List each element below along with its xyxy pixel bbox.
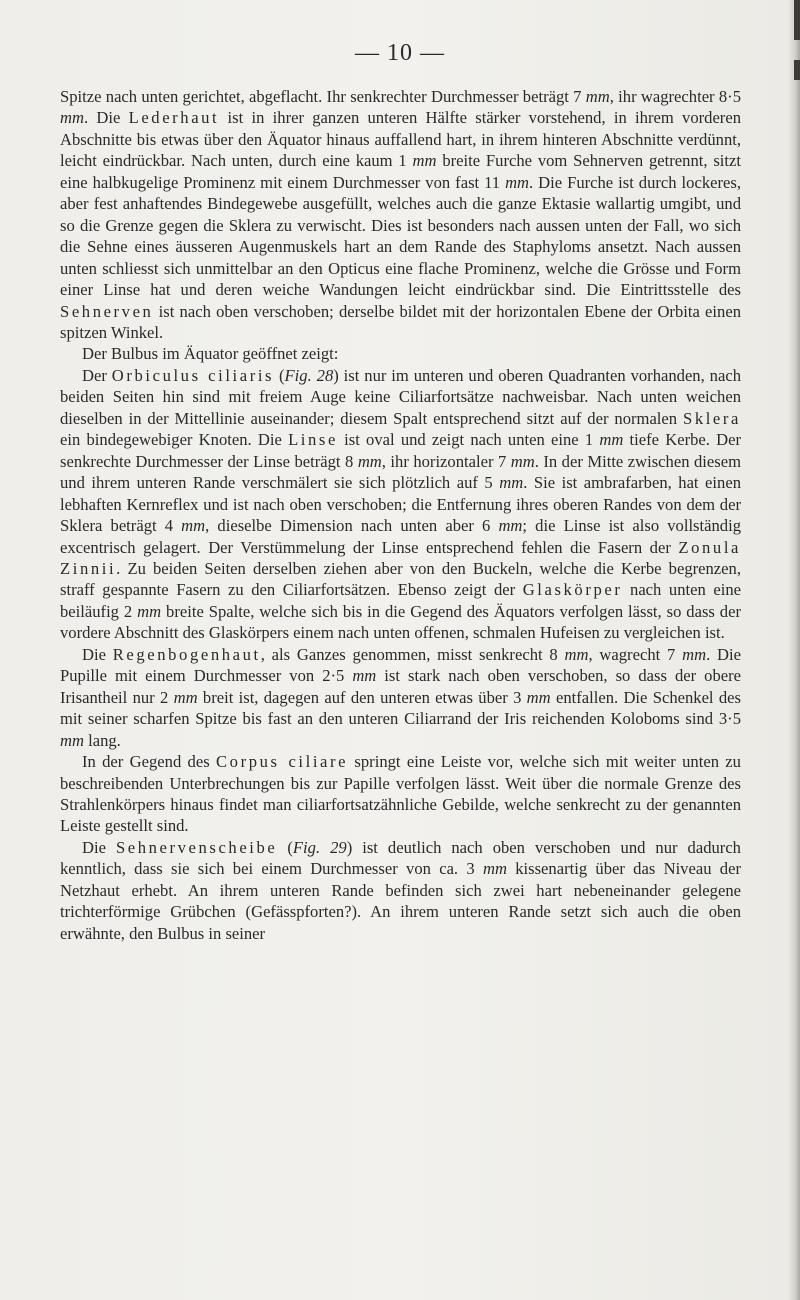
- spaced-term: Lederhaut: [128, 108, 220, 128]
- spaced-term: Zonula Zinnii: [60, 537, 741, 578]
- text-run: . Sie ist ambrafarben, hat einen lebhaften Kernreflex und ist nach oben verschoben; die Entfernung ihres oberen Randes von dem der Sklera beträgt 4: [60, 473, 741, 536]
- page-number: — 10 —: [355, 40, 445, 66]
- italic-text: mm: [585, 87, 610, 106]
- text-run: Der Bulbus im Äquator geöffnet zeigt:: [82, 344, 339, 364]
- paragraph: [60, 343, 741, 364]
- italic-text: mm: [181, 516, 206, 536]
- text-run: Die: [82, 837, 116, 857]
- paragraph: [60, 837, 741, 944]
- page-edge-mark: [794, 60, 800, 80]
- paragraph: [60, 365, 741, 644]
- italic-text: mm: [60, 108, 84, 128]
- italic-text: mm: [173, 687, 198, 707]
- text-run: (: [274, 365, 285, 385]
- spaced-term: Glaskörper: [522, 580, 623, 600]
- italic-text: Fig. 28: [284, 365, 334, 385]
- italic-text: mm: [60, 730, 84, 750]
- italic-text: mm: [498, 516, 523, 536]
- text-run: ; die Linse ist also vollständig excentrisch gelagert. Der Verstümmelung der Linse entsprechend fehlen die Fasern der: [60, 516, 741, 557]
- text-run: . Die Furche ist durch lockeres, aber fest anhaftendes Bindegewebe ausgefüllt, welches auch die ganze Ektasie wallartig umgibt, und so die Grenze gegen die Sklera zu verwischt. Dies ist besonders nach aussen unten der Fall, wo sich die Sehne eines äusseren Augenmuskels hart an dem Rande des Staphyloms ansetzt. Nach aussen unten schliesst sich unmittelbar an den Opticus eine flache Prominenz, welche die Grösse und Form einer Linse hat und deren weiche Wandungen leicht eindrückbar sind. Die Eintrittsstelle des: [60, 172, 741, 300]
- italic-text: mm: [412, 151, 437, 171]
- text-run: In der Gegend des: [82, 752, 216, 772]
- text-run: breit ist, dagegen auf den unteren etwas über 3: [197, 687, 527, 707]
- text-run: tiefe Kerbe. Der senkrechte Durchmesser der Linse beträgt 8: [60, 430, 741, 471]
- italic-text: mm: [564, 644, 589, 664]
- page-edge-shadow: [788, 0, 800, 1300]
- italic-text: Fig. 29: [292, 837, 347, 857]
- text-run: breite Spalte, welche sich bis in die Gegend des Äquators verfolgen lässt, so dass der vordere Abschnitt des Glaskörpers einem nach unten offenen, schmalen Hufeisen zu vergleichen ist.: [60, 601, 741, 643]
- text-run: lang.: [83, 730, 121, 750]
- italic-text: mm: [499, 473, 524, 493]
- text-run: entfallen. Die Schenkel des mit seiner scharfen Spitze bis fast an den unteren Ciliarrand der Iris reichenden Koloboms sind 3·5: [60, 687, 741, 729]
- italic-text: mm: [482, 859, 507, 879]
- text-run: ist stark nach oben verschoben, so dass der obere Irisantheil nur 2: [60, 666, 741, 707]
- text-run: ist oval und zeigt nach unten eine 1: [337, 430, 600, 450]
- spaced-term: Sehnervenscheibe: [115, 837, 278, 857]
- paragraph: [60, 86, 741, 343]
- text-run: . Die Pupille mit einem Durchmesser von 2·5: [60, 644, 741, 686]
- text-run: Die: [82, 644, 113, 664]
- spaced-term: Corpus ciliare: [216, 752, 349, 772]
- text-run: Spitze nach unten gerichtet, abgeflacht. Ihr senkrechter Durchmesser beträgt 7: [60, 87, 586, 106]
- spaced-term: Sehnerven: [60, 301, 154, 321]
- text-run: . In der Mitte zwischen diesem und ihrem unteren Rande verschmälert sie sich plötzlich auf 5: [60, 451, 741, 493]
- spaced-term: Linse: [288, 430, 338, 450]
- paragraph: [60, 644, 741, 751]
- text-run: ist nach oben verschoben; derselbe bildet mit der horizontalen Ebene der Orbita einen spitzen Winkel.: [60, 301, 741, 342]
- text-run: , dieselbe Dimension nach unten aber 6: [205, 516, 499, 536]
- spaced-term: Sklera: [683, 408, 741, 428]
- italic-text: mm: [352, 666, 377, 686]
- text-run: ) ist nur im unteren und oberen Quadranten vorhanden, nach beiden Seiten hin sind mit freiem Auge keine Ciliarfortsätze nachweisbar. Nach unten weichen dieselben in der Mittellinie auseinander; diesem Spalt entsprechend sitzt auf der normalen: [60, 365, 741, 428]
- body-text: [60, 86, 741, 944]
- text-run: ein bindegewebiger Knoten. Die: [60, 430, 289, 450]
- text-run: kissenartig über das Niveau der Netzhaut erhebt. An ihrem unteren Rande befinden sich zwei hart nebeneinander gelegene trichterförmige Grübchen (Gefässpforten?). An ihrem unteren Rande setzt sich auch die oben erwähnte, den Bulbus in seiner: [60, 859, 741, 943]
- italic-text: mm: [357, 451, 382, 471]
- paragraph: [60, 751, 741, 837]
- text-run: springt eine Leiste vor, welche sich mit weiter unten zu beschreibenden Unterbrechungen bis zur Papille verfolgen lässt. Weit über die normale Grenze des Strahlenkörpers hinaus findet man ciliarfortsatzähnliche Gebilde, welche senkrecht zu der genannten Leiste gestellt sind.: [60, 752, 741, 836]
- text-run: . Die: [83, 108, 129, 128]
- italic-text: mm: [526, 687, 551, 707]
- italic-text: mm: [510, 451, 535, 471]
- text-run: ) ist deutlich nach oben verschoben und nur dadurch kenntlich, dass sie sich bei einem Durchmesser von ca. 3: [60, 837, 741, 879]
- italic-text: mm: [599, 430, 624, 450]
- spaced-term: Regenbogenhaut: [112, 644, 261, 664]
- text-run: , ihr horizontaler 7: [381, 451, 511, 471]
- text-run: , als Ganzes genommen, misst senkrecht 8: [260, 644, 565, 664]
- text-run: (: [277, 837, 293, 857]
- spaced-term: Orbiculus ciliaris: [111, 365, 275, 385]
- text-run: , ihr wagrechter 8·5: [609, 87, 741, 106]
- text-run: ist in ihrer ganzen unteren Hälfte stärker vorstehend, in ihrem vorderen Abschnitte bis etwas über den Äquator hinaus auffallend hart, in ihrem hinteren Abschnitte verdünnt, leicht eindrückbar. Nach unten, durch eine kaum 1: [60, 108, 741, 171]
- text-run: . Zu beiden Seiten derselben ziehen aber von den Buckeln, welche die Kerbe begrenzen, straff gespannte Fasern zu den Ciliarfortsätzen. Ebenso zeigt der: [60, 558, 741, 600]
- italic-text: mm: [137, 601, 162, 621]
- text-run: Der: [82, 365, 112, 385]
- text-run: nach unten eine beiläufig 2: [60, 580, 741, 621]
- italic-text: mm: [505, 172, 530, 192]
- italic-text: mm: [682, 644, 707, 664]
- text-run: breite Furche vom Sehnerven getrennt, sitzt eine halbkugelige Prominenz mit einem Durchmesser von fast 11: [60, 151, 741, 192]
- page-edge-mark: [794, 0, 800, 40]
- text-run: , wagrecht 7: [588, 644, 683, 664]
